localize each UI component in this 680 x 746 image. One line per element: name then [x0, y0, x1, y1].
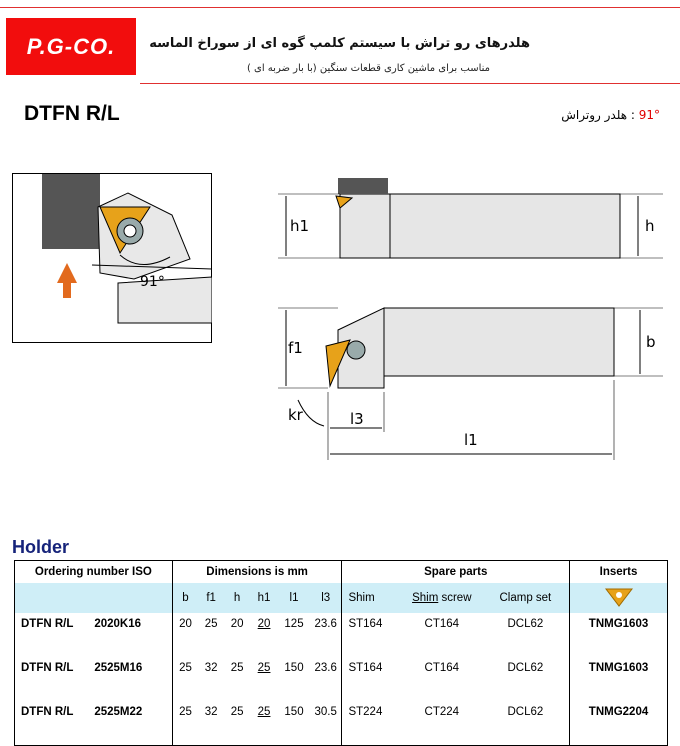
row-h1: 20: [257, 618, 271, 630]
row-screw: CT224: [424, 706, 460, 718]
row-insert: TNMG1603: [588, 662, 649, 674]
header-spare-parts: Spare parts: [342, 561, 570, 584]
row-h: 25: [230, 662, 244, 674]
holder-spec-table: [14, 560, 668, 746]
col-clamp: Clamp set: [482, 583, 570, 613]
row-shim: ST224: [348, 706, 383, 718]
row-b: 25: [179, 662, 192, 674]
col-f1: f1: [198, 583, 224, 613]
row-l1: 150: [284, 706, 304, 718]
col-shim-screw-a: Shim: [412, 592, 439, 604]
header-divider: [140, 83, 680, 84]
row-size: 2525M16: [94, 657, 172, 679]
page-title-fa: هلدرهای رو تراش با سیستم کلمپ گوه ای از سوراخ الماسه: [149, 36, 530, 51]
header-dimensions: Dimensions is mm: [172, 561, 342, 584]
col-h1: h1: [250, 583, 278, 613]
top-view-diagram: [278, 300, 668, 470]
row-code: DTFN R/L: [21, 618, 74, 630]
subheader-row: [15, 583, 668, 613]
row-size: 2020K16: [94, 613, 172, 635]
row-insert: TNMG2204: [588, 706, 649, 718]
row-h1: 25: [257, 706, 271, 718]
row-f1: 32: [204, 662, 218, 674]
l1-label: l1: [464, 431, 478, 449]
diagram-angle-label: 91°: [140, 274, 165, 290]
row-screw: CT164: [424, 662, 460, 674]
col-h: h: [224, 583, 250, 613]
row-h: 25: [230, 706, 244, 718]
top-divider: [0, 7, 680, 8]
row-shim: ST164: [348, 662, 383, 674]
b-label: b: [646, 333, 656, 351]
row-l1: 125: [284, 618, 304, 630]
col-l1: l1: [278, 583, 310, 613]
row-l1: 150: [284, 662, 304, 674]
row-f1: 32: [204, 706, 218, 718]
row-size: 2525M22: [94, 701, 172, 723]
triangle-insert-icon: [604, 586, 634, 608]
table-row: [15, 701, 668, 723]
row-clamp: DCL62: [482, 613, 570, 635]
col-b: b: [172, 583, 198, 613]
header-inserts: Inserts: [599, 566, 638, 578]
row-b: 20: [179, 618, 192, 630]
row-h: 20: [230, 618, 244, 630]
row-l3: 23.6: [310, 613, 342, 635]
holder-title: Holder: [12, 537, 70, 557]
row-clamp: DCL62: [482, 701, 570, 723]
h1-label: h1: [290, 217, 310, 235]
row-l3: 30.5: [310, 701, 342, 723]
angle-value: 91°: [638, 108, 660, 122]
side-view-diagram: [278, 168, 668, 278]
row-clamp: DCL62: [482, 657, 570, 679]
row-code: DTFN R/L: [21, 706, 74, 718]
row-h1: 25: [257, 662, 271, 674]
angle-note: [561, 108, 660, 122]
model-title: DTFN R/L: [24, 102, 120, 125]
col-shim-screw-b: screw: [438, 592, 472, 604]
f1-label: f1: [288, 339, 303, 357]
angle-label-fa: : هلدر روتراش: [561, 108, 635, 122]
row-insert: TNMG1603: [588, 618, 649, 630]
row-screw: CT164: [424, 618, 460, 630]
page-subtitle-fa: مناسب برای ماشین کاری قطعات سنگین (با بار ضربه ای ): [246, 63, 490, 74]
col-l3: l3: [310, 583, 342, 613]
kr-label: kr: [288, 406, 303, 424]
insert-image-cell: [570, 583, 668, 613]
h-label: h: [645, 217, 655, 235]
row-shim: ST164: [348, 618, 383, 630]
row-l3: 23.6: [310, 657, 342, 679]
col-shim-screw: [402, 583, 482, 613]
company-logo: P.G-CO.: [6, 18, 136, 75]
row-f1: 25: [204, 618, 218, 630]
row-b: 25: [179, 706, 192, 718]
table-row: [15, 613, 668, 635]
insert-detail-diagram: [12, 173, 212, 343]
row-code: DTFN R/L: [21, 662, 74, 674]
table-row: [15, 657, 668, 679]
l3-label: l3: [350, 410, 364, 428]
header-ordering: Ordering number ISO: [15, 561, 173, 584]
col-shim: Shim: [342, 583, 402, 613]
